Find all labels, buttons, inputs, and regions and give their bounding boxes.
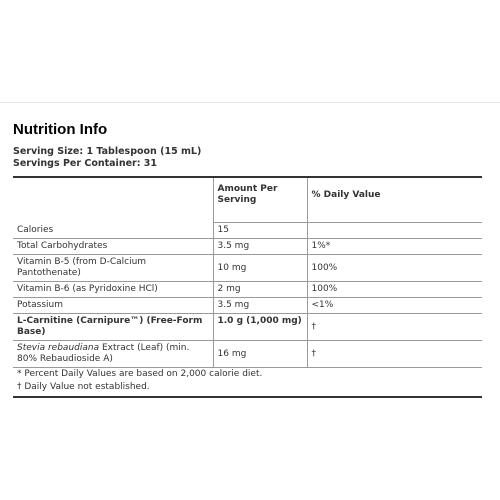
column-header-nutrient (13, 178, 213, 223)
nutrient-name (13, 341, 213, 368)
thick-divider-bottom (13, 396, 482, 398)
table-row (13, 298, 482, 314)
nutrient-amount: 10 mg (213, 255, 307, 282)
nutrient-amount: 2 mg (213, 282, 307, 298)
nutrient-name: Potassium (13, 298, 213, 314)
page-title: Nutrition Info (13, 121, 108, 138)
nutrient-amount: 3.5 mg (213, 239, 307, 255)
column-header-daily-value: % Daily Value (307, 178, 482, 223)
table-row (13, 341, 482, 368)
footnote-percent-daily: * Percent Daily Values are based on 2,000 calorie diet. (17, 369, 263, 379)
nutrient-daily-value: † (307, 341, 482, 368)
table-row (13, 314, 482, 341)
nutrient-daily-value (307, 223, 482, 239)
nutrient-name: Vitamin B-5 (from D-Calcium Pantothenate) (13, 255, 213, 282)
nutrient-name-italic: Stevia rebaudiana (17, 343, 100, 353)
table-row (13, 255, 482, 282)
nutrient-daily-value: † (307, 314, 482, 341)
table-header-row (13, 178, 482, 223)
nutrition-panel (13, 121, 487, 398)
table-row (13, 282, 482, 298)
column-header-amount: Amount Per Serving (213, 178, 307, 223)
table-row (13, 239, 482, 255)
serving-size: Serving Size: 1 Tablespoon (15 mL) (13, 146, 202, 157)
table-row (13, 223, 482, 239)
nutrient-name: Total Carbohydrates (13, 239, 213, 255)
nutrient-daily-value: 100% (307, 282, 482, 298)
nutrient-amount: 1.0 g (1,000 mg) (213, 314, 307, 341)
servings-per-container: Servings Per Container: 31 (13, 158, 158, 169)
footnote-dagger: † Daily Value not established. (17, 382, 150, 392)
nutrient-daily-value: 100% (307, 255, 482, 282)
nutrition-table (13, 178, 482, 368)
nutrient-name: Vitamin B-6 (as Pyridoxine HCl) (13, 282, 213, 298)
nutrient-amount: 15 (213, 223, 307, 239)
nutrient-name: Calories (13, 223, 213, 239)
top-divider (0, 102, 500, 103)
nutrient-name: L-Carnitine (Carnipure™) (Free-Form Base) (13, 314, 213, 341)
nutrient-daily-value: 1%* (307, 239, 482, 255)
nutrient-amount: 3.5 mg (213, 298, 307, 314)
nutrient-daily-value: <1% (307, 298, 482, 314)
nutrient-name-rest: Extract (Leaf) (min. 80% Rebaudioside A) (17, 343, 190, 364)
nutrient-amount: 16 mg (213, 341, 307, 368)
